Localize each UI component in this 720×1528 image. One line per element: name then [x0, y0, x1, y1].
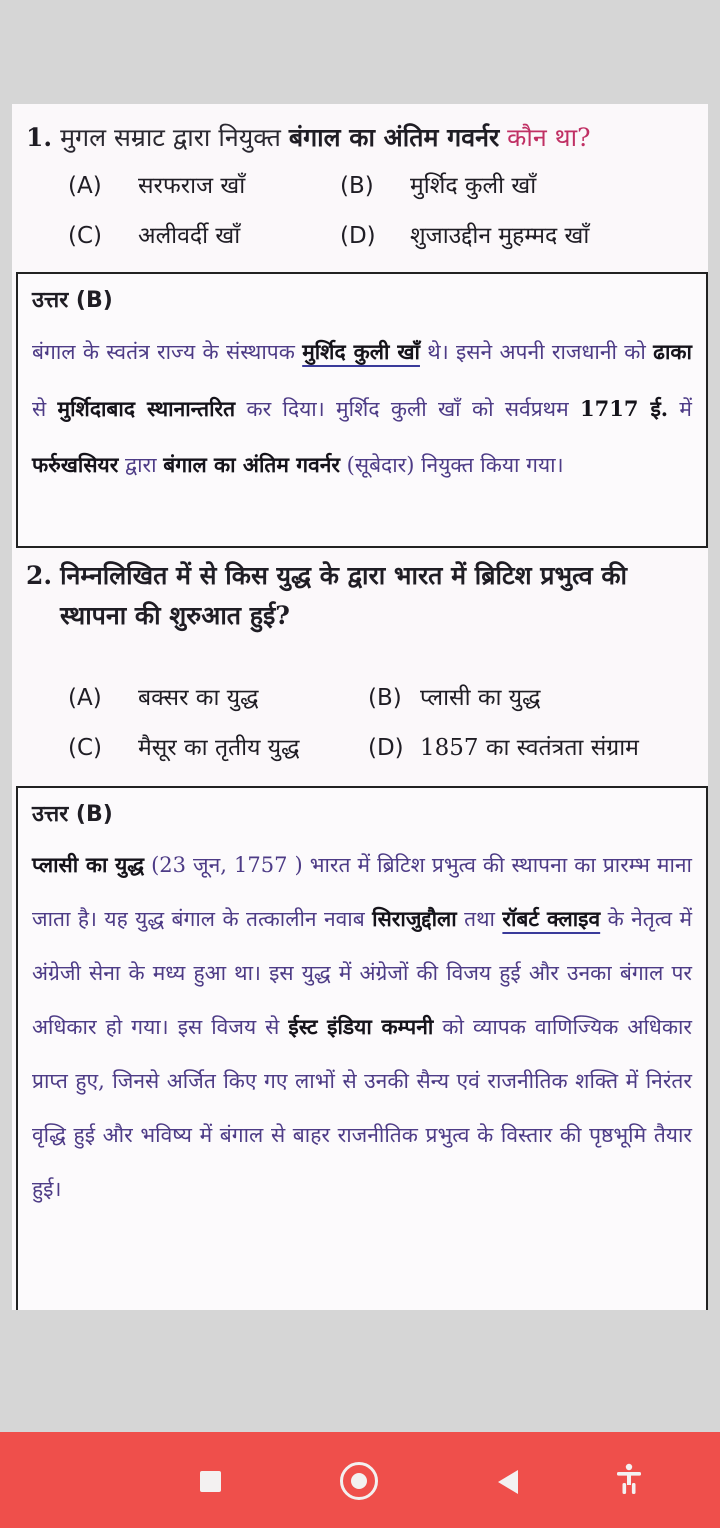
question-text-part: की स्थापना की शुरुआत हुई? [60, 561, 628, 630]
answer-title: उत्तर (B) [32, 288, 113, 313]
option-text: शुजाउद्दीन मुहम्मद खाँ [410, 223, 590, 249]
option-a [68, 168, 245, 200]
answer-box-1 [16, 272, 708, 548]
option-d [368, 730, 639, 762]
option-text: सरफराज खाँ [138, 173, 246, 199]
answer-highlight: ढाका [653, 339, 692, 364]
question-number: 1. [26, 123, 53, 152]
answer-text [32, 838, 692, 1216]
option-text: मैसूर का तृतीय युद्ध [138, 735, 300, 761]
answer-text-part: थे। इसने अपनी राजधानी को [419, 340, 654, 364]
answer-highlight: सिराजुद्दौला [372, 906, 457, 931]
answer-text-part: से [32, 396, 58, 421]
question-2 [26, 556, 698, 636]
home-circle-icon[interactable] [340, 1462, 380, 1502]
option-letter: (D) [368, 735, 404, 761]
option-letter: (C) [68, 223, 103, 249]
answer-text-part: में [668, 396, 692, 421]
answer-highlight: बंगाल का अंतिम गवर्नर [163, 452, 340, 477]
question-text-part: कौन था? [499, 123, 591, 152]
answer-text-part: द्वारा [118, 453, 164, 477]
answer-text-part: के नेतृत्व में अंग्रेजी सेना के मध्य हुआ था। इस युद्ध में अंग्रेजों की विजय हुई और उनका बंगाल पर अधिकार हो गया। इस विजय से [32, 907, 693, 1039]
answer-text-part: बंगाल के स्वतंत्र राज्य के संस्थापक [32, 340, 303, 364]
option-text: बक्सर का युद्ध [138, 685, 259, 711]
answer-highlight: मुर्शिदाबाद स्थानान्तरित [57, 395, 236, 421]
option-a [68, 680, 258, 712]
answer-highlight: ईस्ट इंडिया कम्पनी [288, 1014, 434, 1039]
option-text: 1857 का स्वतंत्रता संग्राम [420, 735, 639, 761]
question-text-emphasis: ब्रिटिश प्रभुत्व [474, 561, 593, 590]
question-text-part: निम्नलिखित में से किस युद्ध के द्वारा भारत में [60, 561, 475, 590]
option-b [368, 680, 541, 712]
answer-highlight: रॉबर्ट क्लाइव [502, 906, 601, 931]
accessibility-icon-glyph [612, 1462, 646, 1496]
answer-highlight: प्लासी का युद्ध [32, 852, 145, 877]
option-d [340, 218, 589, 250]
answer-highlight: 1717 ई. [580, 395, 669, 421]
answer-title: उत्तर (B) [32, 802, 113, 827]
answer-text [32, 324, 692, 494]
answer-text-part: (सूबेदार) नियुक्त किया गया। [340, 453, 564, 477]
navigation-bar [0, 1432, 720, 1528]
option-b [340, 168, 536, 200]
option-c [68, 218, 240, 250]
option-c [68, 730, 300, 762]
answer-highlight: फर्रुखसियर [32, 452, 119, 477]
option-letter: (C) [68, 735, 103, 761]
question-text-part: मुगल सम्राट द्वारा नियुक्त [60, 123, 289, 152]
question-number: 2. [26, 561, 53, 590]
option-letter: (A) [68, 685, 102, 711]
option-letter: (D) [340, 223, 376, 249]
back-triangle-icon[interactable] [494, 1462, 534, 1502]
answer-text-part: कर दिया। मुर्शिद कुली खाँ को सर्वप्रथम [235, 396, 581, 421]
answer-text-part: (23 जून, 1757 ) भारत में ब्रिटिश प्रभुत्व की स्थापना का प्रारम्भ माना जाता है। यह युद्ध बंगाल के तत्कालीन नवाब [32, 853, 692, 931]
answer-text-part: तथा [456, 907, 503, 931]
question-text-emphasis: बंगाल का अंतिम गवर्नर [288, 123, 500, 152]
option-text: प्लासी का युद्ध [420, 685, 541, 711]
recents-square-icon[interactable] [192, 1462, 232, 1502]
document-page [12, 104, 708, 1310]
option-letter: (B) [340, 173, 374, 199]
option-letter: (A) [68, 173, 102, 199]
answer-text-part: को व्यापक वाणिज्यिक अधिकार प्राप्त हुए, जिनसे अर्जित किए गए लाभों से उनकी सैन्य एवं राजनीतिक शक्ति में निरंतर वृद्धि हुई और भविष्य में बंगाल से बाहर राजनीतिक प्रभुत्व के विस्तार की पृष्ठभूमि तैयार हुई। [32, 1015, 692, 1201]
answer-box-2 [16, 786, 708, 1310]
option-text: मुर्शिद कुली खाँ [410, 173, 537, 199]
question-1 [26, 118, 698, 158]
accessibility-icon[interactable] [612, 1462, 652, 1502]
option-letter: (B) [368, 685, 402, 711]
answer-highlight: मुर्शिद कुली खाँ [302, 339, 420, 364]
option-text: अलीवर्दी खाँ [138, 223, 241, 249]
